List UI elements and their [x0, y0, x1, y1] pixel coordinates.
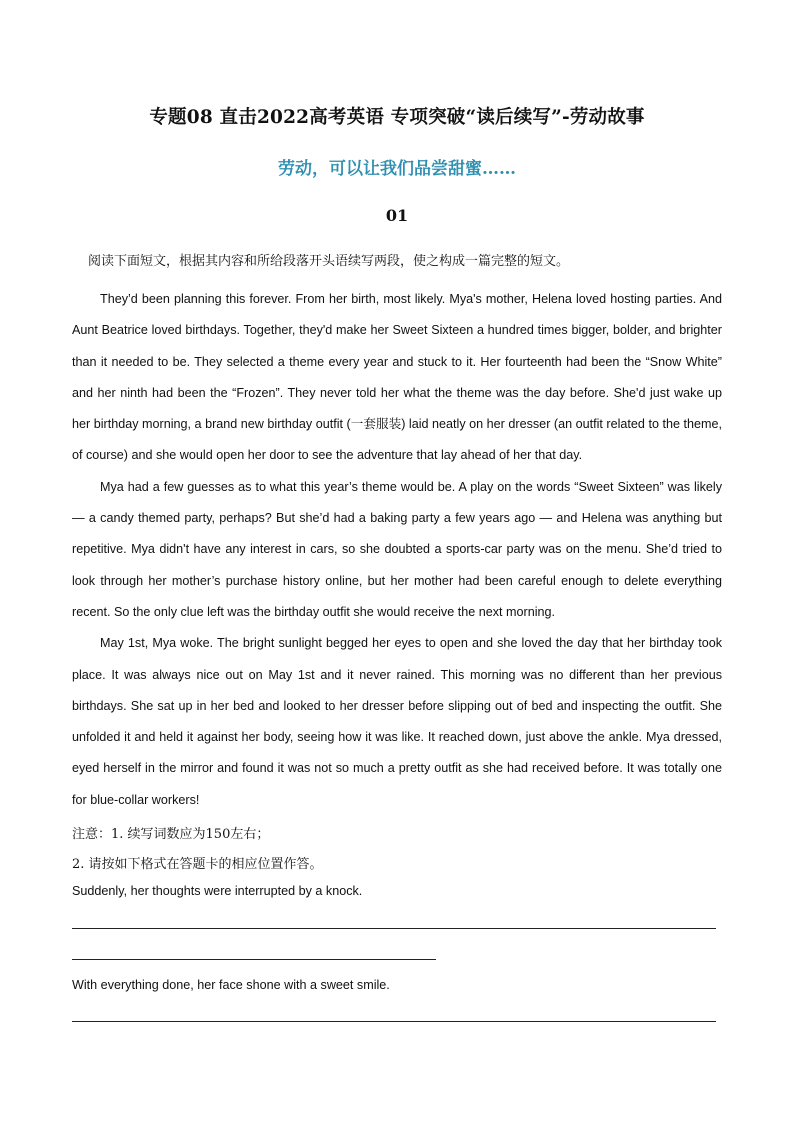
- continuation-prompt-2: With everything done, her face shone with a sweet smile.: [72, 978, 390, 992]
- answer-line-2[interactable]: [72, 959, 436, 960]
- document-title: 专题08 直击2022高考英语 专项突破“读后续写”-劳动故事: [149, 107, 645, 128]
- passage-paragraph-3: May 1st, Mya woke. The bright sunlight begged her eyes to open and she loved the day that her birthday took place. It was always nice out on May 1st and it never rained. This morning was no different than her previous birthdays. She sat up in her bed and looked to her dresser before slipping out of bed and inspecting the outfit. She unfolded it and held it against her body, seeing how it was like. It reached down, just above the ankle. Mya dressed, eyed herself in the mirror and found it was not so much a pretty outfit as she had received before. It was totally one for blue-collar workers!: [72, 636, 722, 807]
- note-format: 2. 请按如下格式在答题卡的相应位置作答。: [72, 857, 323, 872]
- answer-line-3[interactable]: [72, 1021, 716, 1022]
- instruction-text: 阅读下面短文，根据其内容和所给段落开头语续写两段，使之构成一篇完整的短文。: [88, 254, 570, 269]
- passage-paragraph-1: They’d been planning this forever. From her birth, most likely. Mya's mother, Helena loved hosting parties. And Aunt Beatrice loved birthdays. Together, they'd make her Sweet Sixteen a hundred times bigger, bolder, and brighter than it needed to be. They selected a theme every year and stuck to it. Her fourteenth had been the “Snow White” and her ninth had been the “Frozen”. They never told her what the theme was the day before. She'd just wake up her birthday morning, a brand new birthday outfit (一套服装) laid neatly on her dresser (an outfit related to the theme, of course) and she would open her door to see the adventure that lay ahead of her that day.: [72, 292, 722, 463]
- passage-paragraph-2: Mya had a few guesses as to what this year’s theme would be. A play on the words “Sweet Sixteen” was likely — a candy themed party, perhaps? But she’d had a baking party a few years ago — and Helena was anything but repetitive. Mya didn't have any interest in cars, so she doubted a sports-car party was on the menu. She’d tried to look through her mother’s purchase history online, but her mother had been careful enough to delete everything recent. So the only clue left was the birthday outfit she would receive the next morning.: [72, 479, 722, 619]
- section-number: 01: [385, 206, 409, 225]
- note-word-count: 注意：1. 续写词数应为150左右；: [72, 827, 270, 842]
- continuation-prompt-1: Suddenly, her thoughts were interrupted by a knock.: [72, 884, 363, 898]
- reading-passage: [72, 284, 722, 816]
- answer-line-1[interactable]: [72, 928, 716, 929]
- document-subtitle: 劳动，可以让我们品尝甜蜜……: [278, 159, 516, 179]
